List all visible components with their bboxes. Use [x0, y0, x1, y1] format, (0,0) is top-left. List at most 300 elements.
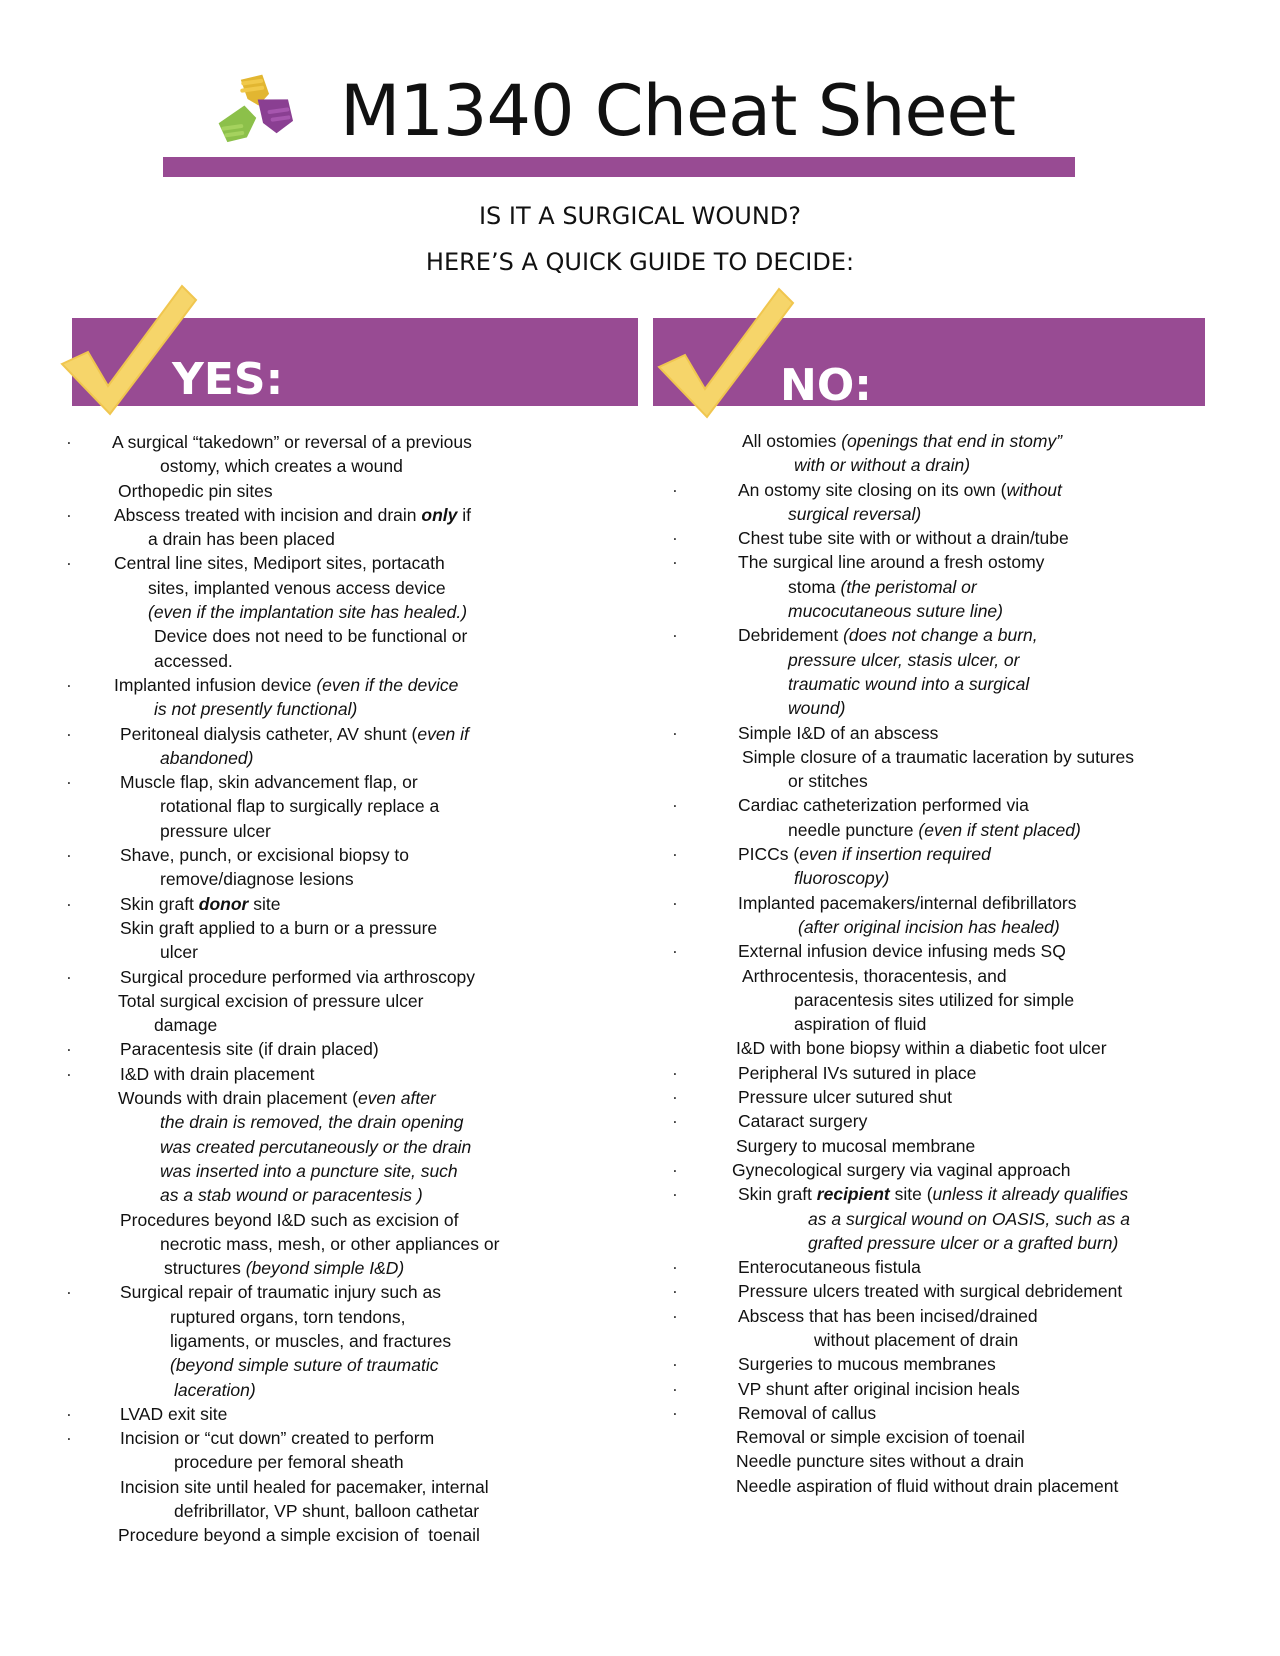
list-item	[66, 722, 626, 746]
list-item	[66, 1183, 626, 1207]
list-item	[66, 1013, 626, 1037]
text-segment: Abscess that has been incised/drained	[738, 1305, 1038, 1326]
list-item-text	[738, 842, 991, 868]
text-segment: fluoroscopy)	[794, 868, 890, 889]
text-segment: Cardiac catheterization performed via	[738, 795, 1029, 816]
list-item-text	[736, 1449, 1024, 1475]
text-segment: Orthopedic pin sites	[118, 480, 273, 501]
text-segment: Abscess treated with incision and drain	[114, 504, 422, 525]
text-segment: Device does not need to be functional or	[154, 626, 468, 647]
list-item-text	[148, 576, 446, 602]
list-item	[684, 502, 1244, 526]
list-item	[684, 1134, 1244, 1158]
text-segment: without placement of drain	[814, 1329, 1019, 1350]
bullet-dot: ·	[66, 772, 72, 793]
list-item-text	[798, 915, 1060, 941]
list-item-text	[174, 1450, 404, 1476]
text-segment: grafted pressure ulcer or a grafted burn)	[808, 1232, 1119, 1253]
list-item	[66, 697, 626, 721]
list-item-text	[120, 1208, 459, 1234]
list-item-text	[164, 1256, 404, 1282]
list-item-text	[794, 453, 970, 479]
bullet-dot: ·	[672, 625, 678, 646]
list-item	[684, 818, 1244, 842]
bullet-dot: ·	[66, 1282, 72, 1303]
list-item	[66, 1353, 626, 1377]
bullet-dot: ·	[66, 966, 72, 987]
list-item	[672, 1377, 1244, 1401]
list-item-text	[120, 1062, 315, 1088]
list-item-text	[170, 1329, 451, 1355]
list-item	[66, 673, 626, 697]
list-item-text	[120, 1475, 489, 1501]
text-segment: Skin graft applied to a burn or a pressure	[120, 917, 438, 938]
list-item	[66, 1062, 626, 1086]
text-segment: (does not change a burn,	[843, 625, 1038, 646]
list-item-text	[120, 1037, 379, 1063]
text-segment: ostomy, which creates a wound	[160, 456, 403, 477]
list-item-text	[738, 1109, 867, 1135]
list-item-text	[154, 624, 467, 650]
list-item	[684, 1036, 1244, 1060]
text-segment: site (	[889, 1184, 933, 1205]
text-segment: sites, implanted venous access device	[148, 577, 446, 598]
list-item	[684, 988, 1244, 1012]
list-item	[684, 575, 1244, 599]
text-segment: Implanted pacemakers/internal defibrillators	[738, 892, 1077, 913]
list-item	[66, 649, 626, 673]
list-item	[672, 1182, 1244, 1206]
bullet-dot: ·	[66, 1039, 72, 1060]
text-segment: surgical reversal)	[788, 503, 922, 524]
hands-logo-icon	[215, 74, 295, 144]
bullet-dot: ·	[672, 479, 678, 500]
list-item-text	[120, 916, 437, 942]
list-item-text	[738, 793, 1029, 819]
list-item	[672, 1255, 1244, 1279]
text-segment: (even if the device	[316, 674, 459, 695]
bullet-dot: ·	[672, 722, 678, 743]
list-item	[684, 696, 1244, 720]
list-item	[66, 1110, 626, 1134]
bullet-dot: ·	[672, 1087, 678, 1108]
text-segment: or stitches	[788, 771, 868, 792]
list-item-text	[788, 818, 1081, 844]
list-item-text	[738, 721, 938, 747]
list-item-text	[114, 673, 458, 699]
list-item	[66, 843, 626, 867]
bullet-dot: ·	[66, 674, 72, 695]
subtitle-guide: HERE’S A QUICK GUIDE TO DECIDE:	[425, 248, 855, 276]
bullet-dot: ·	[66, 1428, 72, 1449]
text-segment: Incision or “cut down” created to perform	[120, 1428, 435, 1449]
list-item	[684, 648, 1244, 672]
text-segment: Pressure ulcer sutured shut	[738, 1087, 952, 1108]
list-item	[684, 1474, 1244, 1498]
yes-heading: YES:	[172, 354, 284, 405]
list-item	[66, 551, 626, 575]
text-segment: procedure per femoral sheath	[174, 1452, 404, 1473]
bullet-dot: ·	[672, 1159, 678, 1180]
text-segment: mucocutaneous suture line)	[788, 601, 1003, 622]
text-segment: Chest tube site with or without a drain/tube	[738, 528, 1069, 549]
text-segment: with or without a drain)	[794, 455, 971, 476]
list-item	[66, 1280, 626, 1304]
bullet-dot: ·	[672, 1184, 678, 1205]
text-segment: the drain is removed, the drain opening	[160, 1112, 464, 1133]
text-segment: The surgical line around a fresh ostomy	[738, 552, 1045, 573]
text-segment: Enterocutaneous fistula	[738, 1257, 921, 1278]
text-segment: (the peristomal or	[840, 576, 977, 597]
text-segment: I&D with bone biopsy within a diabetic foot ulcer	[736, 1038, 1107, 1059]
bullet-dot: ·	[66, 1403, 72, 1424]
list-item-text	[742, 964, 1007, 990]
text-segment: Peripheral IVs sutured in place	[738, 1062, 977, 1083]
list-item-text	[738, 623, 1038, 649]
list-item	[66, 965, 626, 989]
text-segment: Skin graft	[120, 893, 199, 914]
list-item	[684, 1012, 1244, 1036]
text-segment: rotational flap to surgically replace a	[160, 796, 440, 817]
text-segment: a drain has been placed	[148, 529, 335, 550]
list-item-text	[808, 1207, 1130, 1233]
bullet-dot: ·	[66, 1063, 72, 1084]
list-item	[672, 623, 1244, 647]
title-underline	[163, 157, 1075, 177]
text-segment: Needle aspiration of fluid without drain placement	[736, 1475, 1119, 1496]
list-item-text	[160, 1159, 458, 1185]
list-item-text	[794, 1012, 926, 1038]
text-segment: traumatic wound into a surgical	[788, 673, 1030, 694]
text-segment: donor	[198, 893, 249, 914]
list-item	[672, 842, 1244, 866]
list-item	[66, 1232, 626, 1256]
list-item-text	[118, 1523, 480, 1549]
text-segment: All ostomies	[742, 431, 842, 451]
list-item	[672, 1352, 1244, 1376]
list-item	[66, 576, 626, 600]
list-item-text	[736, 1474, 1118, 1500]
bullet-dot: ·	[66, 845, 72, 866]
list-item-text	[120, 1426, 434, 1452]
text-segment: LVAD exit site	[120, 1403, 228, 1424]
list-item-text	[808, 1231, 1118, 1257]
list-item-text	[814, 1328, 1018, 1354]
list-item-text	[160, 746, 253, 772]
bullet-dot: ·	[672, 1354, 678, 1375]
list-item-text	[174, 1499, 479, 1525]
list-item-text	[738, 1304, 1038, 1330]
list-item	[66, 1037, 626, 1061]
list-item-text	[742, 745, 1134, 771]
text-segment: if	[457, 504, 471, 525]
list-item-text	[170, 1353, 438, 1379]
bullet-dot: ·	[672, 1062, 678, 1083]
list-item-text	[120, 892, 280, 918]
list-item	[672, 793, 1244, 817]
list-item-text	[788, 599, 1003, 625]
list-item-text	[738, 550, 1044, 576]
text-segment: Surgeries to mucous membranes	[738, 1354, 996, 1375]
bullet-dot: ·	[672, 1257, 678, 1278]
list-item	[66, 892, 626, 916]
list-item	[66, 1499, 626, 1523]
list-item	[684, 866, 1244, 890]
list-item	[672, 478, 1244, 502]
text-segment: Pressure ulcers treated with surgical debridement	[738, 1281, 1123, 1302]
list-item	[684, 672, 1244, 696]
list-item-text	[160, 867, 354, 893]
list-item-text	[148, 527, 335, 553]
list-item-text	[120, 1280, 441, 1306]
text-segment: Procedures beyond I&D such as excision of	[120, 1209, 459, 1230]
bullet-dot: ·	[672, 1281, 678, 1302]
text-segment: pressure ulcer, stasis ulcer, or	[788, 649, 1020, 670]
bullet-dot: ·	[672, 552, 678, 573]
bullet-dot: ·	[66, 432, 72, 452]
list-item-text	[160, 794, 439, 820]
text-segment: Paracentesis site (if drain placed)	[120, 1039, 379, 1060]
bullet-dot: ·	[672, 844, 678, 865]
list-item	[684, 1207, 1244, 1231]
list-item	[672, 1061, 1244, 1085]
bullet-dot: ·	[672, 892, 678, 913]
list-item	[684, 745, 1244, 769]
list-item-text	[120, 722, 469, 748]
page-title: M1340 Cheat Sheet	[340, 70, 1016, 152]
list-item-text	[742, 429, 1062, 455]
text-segment: even if insertion required	[799, 844, 991, 865]
list-item-text	[118, 989, 423, 1015]
text-segment: pressure ulcer	[160, 820, 271, 841]
list-item-text	[174, 1378, 256, 1404]
text-segment: Gynecological surgery via vaginal approach	[732, 1159, 1071, 1180]
text-segment: damage	[154, 1015, 218, 1036]
list-item-text	[120, 1402, 227, 1428]
list-item	[684, 915, 1244, 939]
list-item	[66, 819, 626, 843]
text-segment: (even if stent placed)	[918, 819, 1081, 840]
text-segment: Surgical procedure performed via arthroscopy	[120, 966, 476, 987]
list-item-text	[738, 1255, 921, 1281]
list-item-text	[788, 696, 845, 722]
text-segment: (beyond simple suture of traumatic	[170, 1355, 439, 1376]
list-item	[66, 1159, 626, 1183]
text-segment: unless it already qualifies	[932, 1184, 1129, 1205]
list-item	[66, 1305, 626, 1329]
list-item	[66, 1378, 626, 1402]
list-item	[684, 599, 1244, 623]
list-item	[66, 1135, 626, 1159]
list-item	[672, 891, 1244, 915]
list-item	[66, 1475, 626, 1499]
list-item-text	[160, 1135, 471, 1161]
list-item	[66, 1208, 626, 1232]
list-item-text	[738, 1377, 1020, 1403]
bullet-dot: ·	[66, 553, 72, 574]
list-item-text	[120, 843, 409, 869]
text-segment: is not presently functional)	[154, 699, 358, 720]
subtitle-question: IS IT A SURGICAL WOUND?	[478, 202, 802, 230]
list-item-text	[738, 1279, 1122, 1305]
bullet-dot: ·	[672, 941, 678, 962]
text-segment: (openings that end in stomy”	[841, 431, 1063, 451]
text-segment: wound)	[788, 698, 846, 719]
text-segment: stoma	[788, 576, 841, 597]
list-item-text	[736, 1425, 1025, 1451]
list-item-text	[738, 1401, 876, 1427]
text-segment: I&D with drain placement	[120, 1063, 315, 1084]
list-item	[66, 1426, 626, 1450]
text-segment: Removal of callus	[738, 1402, 877, 1423]
text-segment: accessed.	[154, 650, 233, 671]
text-segment: was created percutaneously or the drain	[160, 1136, 472, 1157]
list-item-text	[738, 1352, 996, 1378]
list-item	[66, 454, 626, 478]
list-item	[66, 1450, 626, 1474]
list-item-text	[738, 1085, 952, 1111]
list-item-text	[148, 600, 467, 626]
text-segment: Central line sites, Mediport sites, portacath	[114, 553, 445, 574]
bullet-dot: ·	[66, 893, 72, 914]
bullet-dot: ·	[672, 1305, 678, 1326]
list-item	[66, 916, 626, 940]
text-segment: Simple closure of a traumatic laceration by sutures	[742, 746, 1134, 767]
list-item	[672, 1279, 1244, 1303]
list-item	[66, 1086, 626, 1110]
list-item	[66, 624, 626, 648]
text-segment: defribrillator, VP shunt, balloon cathetar	[174, 1501, 480, 1522]
list-item-text	[788, 769, 868, 795]
list-item-text	[114, 551, 445, 577]
text-segment: VP shunt after original incision heals	[738, 1378, 1020, 1399]
list-item	[672, 1109, 1244, 1133]
text-segment: site	[248, 893, 281, 914]
text-segment: Incision site until healed for pacemaker, internal	[120, 1476, 489, 1497]
list-item	[684, 1328, 1244, 1352]
text-segment: (after original incision has healed)	[798, 916, 1060, 937]
list-item	[672, 550, 1244, 574]
bullet-dot: ·	[672, 1378, 678, 1399]
text-segment: needle puncture	[788, 819, 919, 840]
list-item-text	[738, 1061, 976, 1087]
list-item	[66, 770, 626, 794]
text-segment: was inserted into a puncture site, such	[160, 1160, 458, 1181]
list-item	[66, 430, 626, 454]
list-item-text	[154, 697, 357, 723]
bullet-dot: ·	[672, 528, 678, 549]
list-item-text	[738, 526, 1069, 552]
list-item	[66, 527, 626, 551]
text-segment: Needle puncture sites without a drain	[736, 1451, 1024, 1472]
list-item-text	[794, 866, 889, 892]
text-segment: External infusion device infusing meds SQ	[738, 941, 1066, 962]
list-item-text	[154, 649, 233, 675]
text-segment: Cataract surgery	[738, 1111, 868, 1132]
list-item-text	[788, 575, 977, 601]
list-item	[672, 526, 1244, 550]
text-segment: A surgical “takedown” or reversal of a previous	[112, 432, 472, 452]
list-item	[684, 964, 1244, 988]
list-item-text	[736, 1134, 975, 1160]
text-segment: Surgical repair of traumatic injury such as	[120, 1282, 441, 1303]
text-segment: Muscle flap, skin advancement flap, or	[120, 772, 418, 793]
list-item	[66, 1329, 626, 1353]
yes-list	[66, 430, 626, 1548]
list-item	[66, 1256, 626, 1280]
text-segment: Implanted infusion device	[114, 674, 317, 695]
text-segment: as a surgical wound on OASIS, such as a	[808, 1208, 1130, 1229]
bullet-dot: ·	[66, 723, 72, 744]
list-item	[66, 794, 626, 818]
list-item-text	[120, 770, 418, 796]
list-item-text	[738, 478, 1062, 504]
list-item-text	[738, 891, 1077, 917]
text-segment: Peritoneal dialysis catheter, AV shunt (	[120, 723, 418, 744]
list-item	[66, 600, 626, 624]
list-item	[684, 1231, 1244, 1255]
text-segment: Shave, punch, or excisional biopsy to	[120, 845, 409, 866]
text-segment: Wounds with drain placement (	[118, 1088, 358, 1109]
list-item-text	[738, 1182, 1128, 1208]
list-item	[672, 939, 1244, 963]
list-item-text	[118, 479, 273, 505]
list-item-text	[114, 503, 471, 529]
list-item	[672, 1304, 1244, 1328]
bullet-dot: ·	[672, 1402, 678, 1423]
text-segment: necrotic mass, mesh, or other appliances or	[160, 1233, 500, 1254]
checkmark-icon	[655, 285, 795, 425]
list-item-text	[788, 502, 921, 528]
list-item-text	[788, 648, 1019, 674]
list-item-text	[118, 1086, 436, 1112]
list-item-text	[154, 1013, 217, 1039]
list-item	[66, 1523, 626, 1547]
bullet-dot: ·	[672, 1111, 678, 1132]
list-item-text	[160, 819, 271, 845]
text-segment: even if	[417, 723, 469, 744]
bullet-dot: ·	[66, 504, 72, 525]
text-segment: aspiration of fluid	[794, 1014, 927, 1035]
text-segment: paracentesis sites utilized for simple	[794, 989, 1075, 1010]
list-item-text	[794, 988, 1074, 1014]
list-item-text	[120, 965, 475, 991]
list-item	[66, 1402, 626, 1426]
text-segment: Simple I&D of an abscess	[738, 722, 939, 743]
text-segment: remove/diagnose lesions	[160, 869, 354, 890]
text-segment: even after	[357, 1088, 436, 1109]
list-item	[672, 1401, 1244, 1425]
text-segment: An ostomy site closing on its own (	[738, 479, 1007, 500]
list-item	[66, 503, 626, 527]
text-segment: Skin graft	[738, 1184, 817, 1205]
list-item	[684, 769, 1244, 793]
text-segment: structures	[164, 1258, 246, 1279]
list-item	[66, 479, 626, 503]
list-item	[672, 1158, 1244, 1182]
list-item-text	[736, 1036, 1107, 1062]
list-item	[684, 453, 1244, 477]
text-segment: without	[1006, 479, 1062, 500]
list-item-text	[738, 939, 1066, 965]
text-segment: Removal or simple excision of toenail	[736, 1427, 1025, 1448]
list-item	[672, 721, 1244, 745]
text-segment: Surgery to mucosal membrane	[736, 1135, 976, 1156]
text-segment: as a stab wound or paracentesis )	[160, 1185, 423, 1206]
text-segment: ulcer	[160, 942, 198, 963]
text-segment: ruptured organs, torn tendons,	[170, 1306, 406, 1327]
list-item-text	[160, 454, 403, 480]
